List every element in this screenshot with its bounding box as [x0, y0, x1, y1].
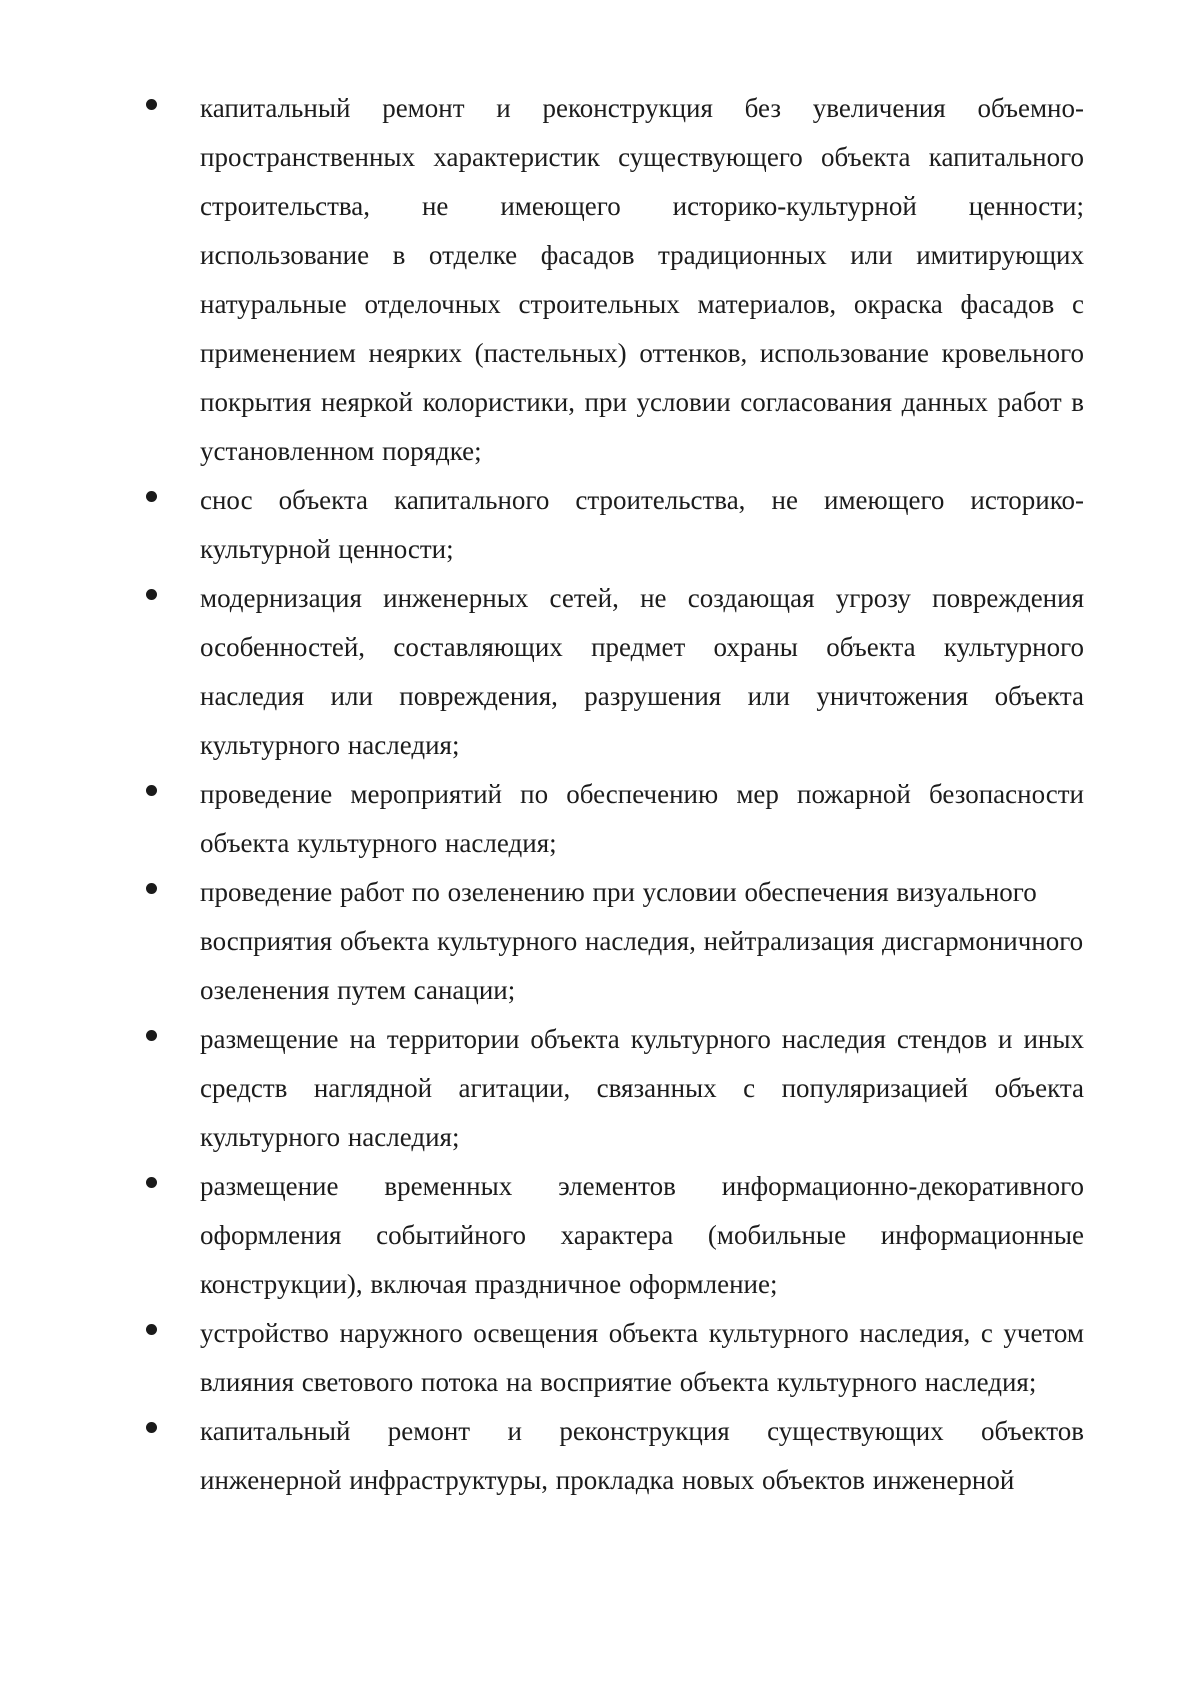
- list-item: [0, 1015, 1084, 1162]
- list-item-text: проведение работ по озеленению при условии обеспечения визуального восприятия объекта культурного наследия, нейтрализация дисгармоничного озеленения путем санации;: [200, 877, 1084, 1005]
- bullet-icon: [146, 99, 157, 110]
- bullet-icon: [146, 1422, 157, 1433]
- list-item: [0, 1162, 1084, 1309]
- list-item: [0, 476, 1084, 574]
- list-item: [0, 770, 1084, 868]
- bullet-icon: [146, 491, 157, 502]
- list-item-text: размещение на территории объекта культурного наследия стендов и иных средств наглядной агитации, связанных с популяризацией объекта культурного наследия;: [200, 1024, 1084, 1152]
- list-item: [0, 868, 1084, 1015]
- bullet-icon: [146, 1030, 157, 1041]
- bullet-icon: [146, 785, 157, 796]
- list-item-text: размещение временных элементов информационно-декоративного оформления событийного характера (мобильные информационные конструкции), включая праздничное оформление;: [200, 1171, 1084, 1299]
- list-item-text: снос объекта капитального строительства, не имеющего историко-культурной ценности;: [200, 485, 1084, 564]
- list-item-text: капитальный ремонт и реконструкция без увеличения объемно-пространственных характеристик существующего объекта капитального строительства, не имеющего историко-культурной ценности; использование в отделке фасадов традиционных или имитирующих натуральные отделочных строительных материалов, окраска фасадов с применением неярких (пастельных) оттенков, использование кровельного покрытия неяркой колористики, при условии согласования данных работ в установленном порядке;: [200, 93, 1084, 466]
- list-item: [0, 574, 1084, 770]
- bullet-icon: [146, 883, 157, 894]
- bullet-icon: [146, 1177, 157, 1188]
- list-item: [0, 1309, 1084, 1407]
- bullet-icon: [146, 589, 157, 600]
- list-item: [0, 84, 1084, 476]
- list-item-text: капитальный ремонт и реконструкция существующих объектов инженерной инфраструктуры, прокладка новых объектов инженерной: [200, 1416, 1084, 1495]
- list-item: [0, 1407, 1084, 1505]
- bullet-icon: [146, 1324, 157, 1335]
- list-item-text: модернизация инженерных сетей, не создающая угрозу повреждения особенностей, составляющих предмет охраны объекта культурного наследия или повреждения, разрушения или уничтожения объекта культурного наследия;: [200, 583, 1084, 760]
- list-item-text: устройство наружного освещения объекта культурного наследия, с учетом влияния светового потока на восприятие объекта культурного наследия;: [200, 1318, 1084, 1397]
- bullet-list: [0, 84, 1200, 1505]
- list-item-text: проведение мероприятий по обеспечению мер пожарной безопасности объекта культурного наследия;: [200, 779, 1084, 858]
